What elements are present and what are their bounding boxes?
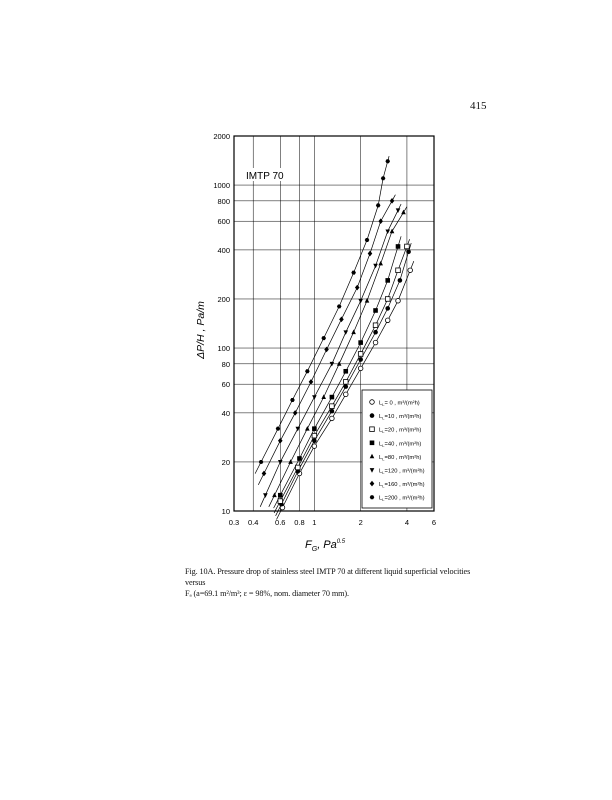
y-tick-label: 40 [221,408,230,418]
legend-label-6: $L_L=160$ , m³/(m²h) [379,482,425,489]
data-point-series-5 [343,330,348,335]
data-point-series-6 [324,347,329,353]
data-point-series-3 [358,340,363,345]
legend-label-5: $L_L=120$ , m³/(m²h) [379,468,425,475]
x-tick-label: 6 [431,518,437,527]
y-tick-label: 200 [217,294,230,304]
data-point-series-1 [343,384,348,389]
y-tick-label: 800 [217,196,230,206]
y-tick-label: 400 [217,245,230,255]
data-point-series-4 [390,229,395,234]
data-point-series-2 [330,404,335,409]
y-tick-label: 60 [221,380,230,390]
data-point-series-5 [358,299,363,304]
data-point-series-0 [396,298,401,303]
legend-label-7: $L_L=200$ , m³/(m²h) [379,495,425,503]
caption-line-2: Fₐ (a=69.1 m²/m³; ε = 98%, nom. diameter 70 mm). [185,589,349,598]
data-point-series-3 [343,369,348,374]
data-point-series-4 [351,330,356,335]
data-point-series-4 [321,394,326,399]
x-tick-label: 0.8 [294,518,305,527]
data-point-series-4 [272,493,277,498]
data-point-series-6 [278,438,283,444]
data-point-series-7 [321,336,326,340]
data-point-series-6 [390,198,395,204]
data-point-series-5 [263,493,268,498]
data-point-series-7 [365,238,370,242]
data-point-series-0 [312,444,317,449]
data-point-series-7 [351,271,356,275]
y-tick-label: 1000 [213,181,230,191]
legend-box [362,390,432,508]
x-tick-label: 0.6 [275,518,286,527]
chart-title: IMTP 70 [246,171,284,182]
caption-line-1: Pressure drop of stainless steel IMTP 70 at different liquid superficial velocities versus [185,567,471,587]
data-point-series-7 [337,304,342,308]
data-point-series-7 [276,427,281,431]
page-number: 415 [470,100,487,112]
y-axis-label: ΔP/H , Pa/m [195,301,207,359]
data-point-series-0 [408,268,413,273]
data-point-series-3 [330,395,335,400]
data-point-series-1 [406,249,411,254]
data-point-series-7 [259,460,264,464]
data-point-series-6 [309,379,314,385]
data-point-series-2 [278,499,283,504]
data-point-series-6 [368,251,373,257]
legend-marker-2 [370,427,375,432]
legend-marker-3 [370,441,375,446]
data-point-series-5 [385,229,390,234]
y-tick-label: 20 [221,457,230,467]
data-point-series-2 [385,297,390,302]
data-point-series-4 [337,361,342,366]
legend-marker-0 [370,400,375,405]
x-tick-label: 0.3 [228,518,240,527]
x-tick-label: 4 [404,518,410,527]
data-point-series-2 [358,352,363,357]
legend-label-1: $L_L=10$ , m³/(m²h) [379,414,422,421]
data-point-series-0 [343,392,348,397]
data-point-series-6 [378,218,383,224]
data-point-series-3 [312,426,317,431]
y-tick-label: 80 [221,359,230,369]
data-point-series-7 [385,159,390,163]
data-point-series-3 [297,456,302,461]
caption-label: Fig. 10A. [185,567,216,576]
x-axis-label: $F_G$, $Pa^{0.5}$ [305,539,346,553]
data-point-series-5 [396,208,401,213]
data-point-series-2 [312,433,317,438]
data-point-series-6 [339,317,344,323]
data-point-series-4 [288,459,293,464]
x-tick-label: 2 [358,518,363,527]
y-tick-label: 10 [221,507,230,516]
x-tick-label: 1 [312,518,317,527]
legend-marker-1 [370,413,375,418]
data-point-series-7 [376,203,381,207]
data-point-series-1 [312,438,317,443]
x-tick-label: 0.4 [247,518,259,527]
data-point-series-6 [355,285,360,291]
data-point-series-4 [378,261,383,266]
data-point-series-2 [295,465,300,470]
data-point-series-1 [330,409,335,414]
data-point-series-2 [343,380,348,385]
data-point-series-1 [398,278,403,283]
data-point-series-0 [330,416,335,421]
figure-caption [185,566,485,599]
data-point-series-7 [381,176,386,180]
data-point-series-0 [358,366,363,371]
data-point-series-1 [358,357,363,362]
data-point-series-2 [405,244,410,249]
data-point-series-6 [262,471,267,477]
legend-label-0: $L_L= 0$ , m³/(m²h) [379,400,420,407]
data-point-series-3 [278,493,283,498]
legend [362,390,432,508]
data-point-series-5 [373,264,378,269]
legend-label-2: $L_L=20$ , m³/(m²h) [379,427,422,435]
data-point-series-3 [373,308,378,313]
data-point-series-0 [385,318,390,323]
data-point-series-0 [373,340,378,345]
y-tick-label: 100 [217,344,230,354]
data-point-series-5 [312,395,317,400]
y-tick-label: 2000 [213,132,230,141]
data-point-series-5 [330,362,335,367]
data-point-series-3 [385,278,390,283]
data-point-series-2 [396,268,401,273]
data-point-series-7 [305,369,310,373]
data-point-series-3 [396,244,401,249]
data-point-series-1 [385,306,390,311]
data-point-series-4 [305,426,310,431]
data-point-series-6 [293,410,298,416]
data-point-series-7 [290,398,295,402]
data-point-series-5 [278,460,283,465]
legend-label-4: $L_L=80$ , m³/(m²h) [379,454,422,462]
data-point-series-1 [373,330,378,335]
y-tick-label: 600 [217,217,230,227]
legend-label-3: $L_L=40$ , m³/(m²h) [379,441,422,448]
data-point-series-2 [373,323,378,328]
